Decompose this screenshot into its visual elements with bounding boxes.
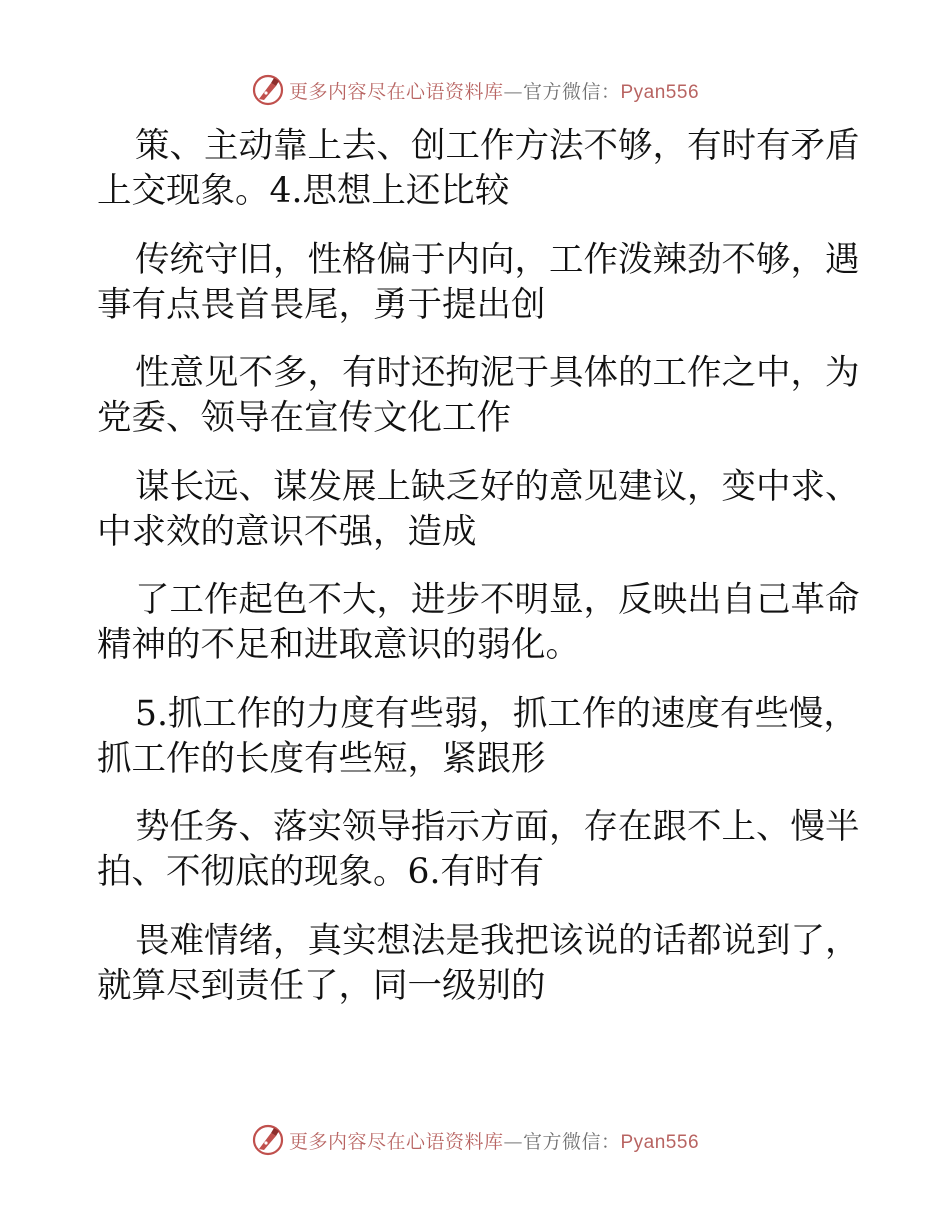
watermark-wechat-id: Pyan556 bbox=[620, 1131, 700, 1153]
watermark-main-text: 更多内容尽在心语资料库 bbox=[288, 1130, 504, 1153]
paragraph-line: 性意见不多，有时还拘泥于具体的工作之中，为 bbox=[135, 353, 860, 393]
paragraph bbox=[97, 578, 860, 668]
pen-nib-logo-icon bbox=[251, 73, 285, 107]
watermark-main-text: 更多内容尽在心语资料库 bbox=[288, 80, 504, 103]
paragraph-line: 精神的不足和进取意识的弱化。 bbox=[97, 625, 580, 665]
pen-nib-logo-icon bbox=[251, 1123, 285, 1157]
paragraph-line: 就算尽到责任了，同一级别的 bbox=[97, 965, 546, 1006]
paragraph-line: 拍、不彻底的现象。6.有时有 bbox=[97, 852, 544, 892]
watermark-text bbox=[289, 77, 699, 104]
watermark-wechat-id: Pyan556 bbox=[620, 81, 700, 103]
paragraph-line: 中求效的意识不强，造成 bbox=[97, 511, 477, 552]
paragraph bbox=[97, 805, 860, 895]
paragraph-line: 畏难情绪，真实想法是我把该说的话都说到了， bbox=[135, 920, 860, 961]
watermark-separator: — bbox=[503, 80, 523, 103]
paragraph-line: 抓工作的长度有些短，紧跟形 bbox=[97, 738, 546, 779]
paragraph-line: 事有点畏首畏尾，勇于提出创 bbox=[97, 284, 546, 325]
paragraph bbox=[97, 238, 860, 328]
paragraph-line: 策、主动靠上去、创工作方法不够，有时有矛盾 bbox=[135, 126, 860, 166]
paragraph bbox=[97, 124, 860, 214]
paragraph-line: 势任务、落实领导指示方面，存在跟不上、慢半 bbox=[135, 807, 860, 847]
watermark-wechat-label: 官方微信： bbox=[522, 1130, 621, 1153]
watermark-wechat-label: 官方微信： bbox=[522, 80, 621, 103]
paragraph bbox=[97, 919, 860, 1009]
paragraph-line: 上交现象。4.思想上还比较 bbox=[97, 171, 510, 211]
paragraph-line: 传统守旧，性格偏于内向，工作泼辣劲不够，遇 bbox=[135, 239, 860, 280]
paragraph-line: 谋长远、谋发展上缺乏好的意见建议，变中求、 bbox=[135, 466, 860, 507]
footer-watermark-banner bbox=[0, 1120, 950, 1160]
paragraph-line: 党委、领导在宣传文化工作 bbox=[97, 398, 511, 438]
watermark-text bbox=[289, 1127, 699, 1154]
paragraph bbox=[97, 465, 860, 555]
paragraph-line: 5.抓工作的力度有些弱，抓工作的速度有些慢， bbox=[135, 693, 858, 734]
paragraph-line: 了工作起色不大，进步不明显，反映出自己革命 bbox=[135, 580, 860, 620]
watermark-separator: — bbox=[503, 1130, 523, 1153]
paragraph bbox=[97, 351, 860, 441]
paragraph bbox=[97, 692, 857, 782]
header-watermark-banner bbox=[0, 70, 950, 110]
document-body bbox=[97, 124, 860, 1032]
